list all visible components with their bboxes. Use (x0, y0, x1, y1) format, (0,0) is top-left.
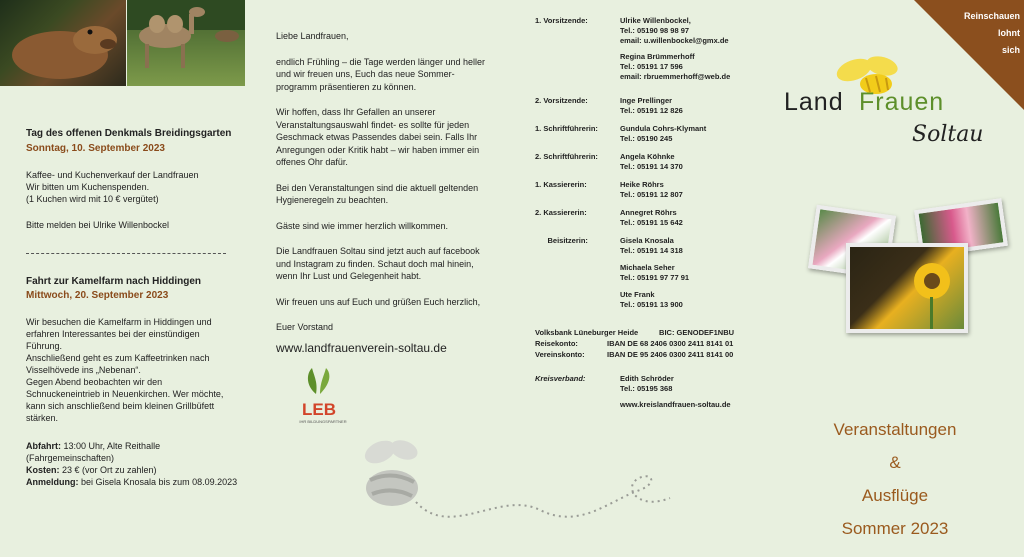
bank-block (535, 328, 785, 362)
event2-line: Schnuckeneintrieb in Neuenkirchen. Wer möchte, (26, 389, 224, 399)
event1-contact: Bitte melden bei Ulrike Willenbockel (26, 220, 170, 230)
contact-name: Ute Frank (620, 290, 655, 299)
ribbon-line: sich (1001, 45, 1020, 55)
contact-email[interactable]: email: u.willenbockel@gmx.de (620, 36, 729, 45)
reise-label: Reisekonto: (535, 339, 578, 348)
contact-name: Regina Brümmerhoff (620, 52, 695, 61)
leb-logo (294, 366, 352, 424)
contact-tel: Tel.: 05191 14 370 (620, 162, 683, 171)
event1-line: Kaffee- und Kuchenverkauf der Landfrauen (26, 170, 199, 180)
camel-closeup-photo (0, 0, 126, 86)
kosten-label: Kosten: (26, 465, 60, 475)
leb-logo-text: LEB (302, 400, 336, 419)
abfahrt-note: (Fahrgemeinschaften) (26, 453, 115, 463)
letter-line: Bei den Veranstaltungen sind die aktuell geltenden (276, 182, 479, 193)
signoff: Euer Vorstand (276, 322, 334, 332)
kreis-label: Kreisverband: (535, 374, 586, 383)
contact-role: 2. Kassiererin: (535, 208, 587, 217)
events-panel (26, 128, 241, 231)
bank-line: Volksbank Lüneburger Heide BIC: GENODEF1NBU (535, 328, 735, 337)
event1-title: Tag des offenen Denkmals Breidingsgarten (26, 128, 232, 139)
logo-land: Land (784, 88, 844, 116)
contact-name: Gundula Cohrs-Klymant (620, 124, 707, 133)
contact-tel: Tel.: 05191 97 77 91 (620, 273, 690, 282)
anmeldung-label: Anmeldung: (26, 477, 79, 487)
event2-line: Visselhövede ins „Nebenan“. (26, 365, 141, 375)
letter-line: Wir freuen uns auf Euch und grüßen Euch herzlich, (276, 296, 481, 307)
event1-line: Wir bitten um Kuchenspenden. (26, 182, 150, 192)
anmeldung-line (26, 476, 241, 488)
event2-block (26, 276, 241, 488)
event1-line: (1 Kuchen wird mit 10 € vergütet) (26, 194, 159, 204)
ribbon-text (930, 8, 1020, 59)
ribbon-line: lohnt (998, 28, 1020, 38)
contact-name: Ulrike Willenbockel, (620, 16, 691, 25)
greeting: Liebe Landfrauen, (276, 31, 349, 41)
letter-line: Gäste sind wie immer herzlich willkommen. (276, 220, 449, 231)
contact-tel: Tel.: 05191 14 318 (620, 246, 683, 255)
contact-tel: Tel.: 05191 12 826 (620, 106, 683, 115)
letter-line: Wir hoffen, dass Ihr Gefallen an unserer (276, 107, 436, 117)
kreis-tel: Tel.: 05195 368 (620, 384, 673, 393)
title-line: & (889, 453, 901, 472)
event2-date: Mittwoch, 20. September 2023 (26, 290, 169, 301)
contact-role: 2. Vorsitzende: (535, 96, 588, 105)
kreis-name: Edith Schröder (620, 374, 674, 383)
verein-label: Vereinskonto: (535, 350, 585, 359)
abfahrt-value: 13:00 Uhr, Alte Reithalle (63, 441, 161, 451)
kreisverband-block (535, 374, 785, 414)
reise-iban: IBAN DE 68 2406 0300 2411 8141 01 (607, 339, 734, 348)
letter-line: offenes Ohr dafür. (276, 157, 348, 167)
verein-iban: IBAN DE 95 2406 0300 2411 8141 00 (607, 350, 734, 359)
event2-line: erfahren Interessantes bei der einstündigen (26, 329, 200, 339)
section-divider (26, 253, 226, 254)
contact-tel: Tel.: 05191 12 807 (620, 190, 683, 199)
letter-line: Veranstaltungsauswahl findet- es sollte für jeden (276, 119, 470, 130)
contact-role: 1. Kassiererin: (535, 180, 587, 189)
brochure-title (812, 413, 978, 545)
contact-block (535, 152, 785, 180)
sunflower-photo (846, 243, 968, 333)
abfahrt-line (26, 440, 241, 452)
letter-line: endlich Frühling – die Tage werden länger und heller (276, 56, 485, 67)
contact-name: Inge Prellinger (620, 96, 673, 105)
contact-tel: Tel.: 05190 245 (620, 134, 673, 143)
contact-email[interactable]: email: rbruemmerhoff@web.de (620, 72, 731, 81)
contact-name: Angela Köhnke (620, 152, 675, 161)
event2-line: Anschließend geht es zum Kaffeetrinken nach (26, 353, 210, 363)
contact-block (535, 236, 785, 318)
letter-line: und Instagram zu finden. Schaut doch mal hinein, (276, 258, 474, 269)
contact-block (535, 16, 785, 82)
contact-role: 2. Schriftführerin: (535, 152, 598, 161)
contact-block (535, 124, 785, 152)
leb-logo-subtitle: IHR BILDUNGSPARTNER (299, 419, 347, 424)
event2-line: Führung. (26, 341, 63, 351)
contact-tel: Tel.: 05191 15 642 (620, 218, 683, 227)
leb-leaf-icon (294, 366, 352, 396)
contact-name: Heike Röhrs (620, 180, 664, 189)
contact-name: Gisela Knosala (620, 236, 674, 245)
ribbon-line: Reinschauen (963, 11, 1020, 21)
title-line: Sommer 2023 (841, 519, 949, 538)
kreis-website[interactable]: www.kreislandfrauen-soltau.de (620, 400, 731, 409)
event2-title: Fahrt zur Kamelfarm nach Hiddingen (26, 276, 202, 287)
contact-name: Michaela Seher (620, 263, 675, 272)
letter-line: programm präsentieren zu können. (276, 81, 417, 92)
event1-date: Sonntag, 10. September 2023 (26, 143, 165, 154)
website-link[interactable]: www.landfrauenverein-soltau.de (276, 340, 447, 355)
contact-name: Annegret Röhrs (620, 208, 677, 217)
letter-line: wenn Ihr Lust und Gelegenheit habt. (276, 271, 422, 281)
contact-block (535, 208, 785, 236)
camels-field-photo (127, 0, 245, 86)
letter-line: und wir freuen uns, Euch das neue Sommer- (276, 69, 455, 79)
contact-role: Beisitzerin: (535, 236, 588, 245)
event2-line: kann sich anschließend beim kleinen Grillbüfett (26, 401, 215, 411)
event2-line: stärken. (26, 413, 59, 423)
logo-soltau: Soltau (912, 122, 984, 147)
anmeldung-value: bei Gisela Knosala bis zum 08.09.2023 (81, 477, 238, 487)
bee-trail-decoration (340, 430, 680, 540)
welcome-letter (276, 30, 506, 354)
letter-line: Anregungen oder Kritik habt – wir haben immer ein (276, 144, 480, 155)
title-line: Veranstaltungen (833, 420, 957, 439)
kosten-value: 23 € (vor Ort zu zahlen) (62, 465, 157, 475)
event2-line: Gegen Abend beobachten wir den (26, 377, 163, 387)
logo-frauen: Frauen (859, 88, 945, 116)
contact-block (535, 180, 785, 208)
title-line: Ausflüge (861, 486, 929, 505)
board-contacts (535, 16, 785, 414)
letter-line: Hygieneregeln zu beachten. (276, 195, 389, 205)
contact-role: 1. Vorsitzende: (535, 16, 588, 25)
contact-tel: Tel.: 05190 98 98 97 (620, 26, 690, 35)
contact-role: 1. Schriftführerin: (535, 124, 598, 133)
event2-line: Wir besuchen die Kamelfarm in Hiddingen und (26, 317, 212, 327)
letter-line: Geschmack etwas Passendes dabei sein. Falls Ihr (276, 132, 478, 142)
contact-block (535, 96, 785, 124)
contact-tel: Tel.: 05191 17 596 (620, 62, 683, 71)
contact-tel: Tel.: 05191 13 900 (620, 300, 683, 309)
abfahrt-label: Abfahrt: (26, 441, 61, 451)
kosten-line (26, 464, 241, 476)
letter-line: Die Landfrauen Soltau sind jetzt auch auf facebook (276, 246, 480, 256)
